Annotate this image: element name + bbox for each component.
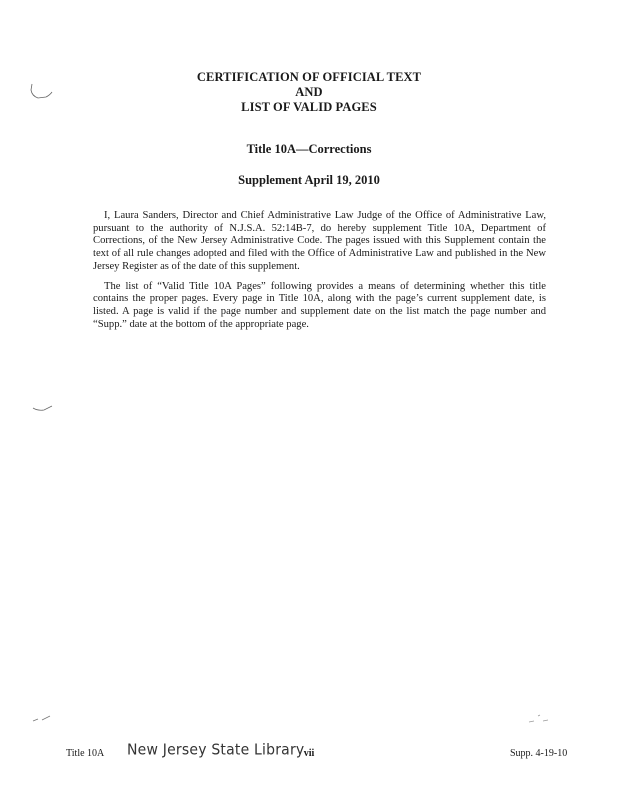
body-text [93, 210, 546, 338]
page-number: vii [303, 748, 315, 759]
library-watermark: New Jersey State Library [127, 741, 305, 759]
supplement-date: Supplement April 19, 2010 [238, 173, 380, 187]
footer-title: Title 10A [66, 748, 105, 759]
certification-title [0, 70, 618, 115]
title-line-3: LIST OF VALID PAGES [241, 100, 377, 114]
scan-specks-bottom-right [526, 712, 552, 726]
title-line-2: AND [295, 85, 323, 99]
paragraph-certification: I, Laura Sanders, Director and Chief Administrative Law Judge of the Office of Administrative Law, pursuant to the authority of N.J.S.A. 52:14B-7, do hereby supplement Title 10A, Department of Corrections, of the New Jersey Administrative Code. The pages issued with this Supplement contain the text of all rule changes adopted and filed with the Office of Administrative Law and published in the New Jersey Register as of the date of this supplement. [93, 210, 546, 272]
supplement-stamp: Supp. 4-19-10 [510, 748, 568, 759]
scan-mark-middle [32, 402, 54, 416]
scan-mark-bottom [32, 713, 54, 727]
title-subject: Title 10A—Corrections [246, 142, 372, 156]
title-line-1: CERTIFICATION OF OFFICIAL TEXT [196, 70, 422, 84]
paragraph-valid-pages: The list of “Valid Title 10A Pages” following provides a means of determining whether this title contains the proper pages. Every page in Title 10A, along with the page’s current supplement date, is listed. A page is valid if the page number and supplement date on the list match the page number and “Supp.” date at the bottom of the appropriate page. [93, 280, 546, 330]
